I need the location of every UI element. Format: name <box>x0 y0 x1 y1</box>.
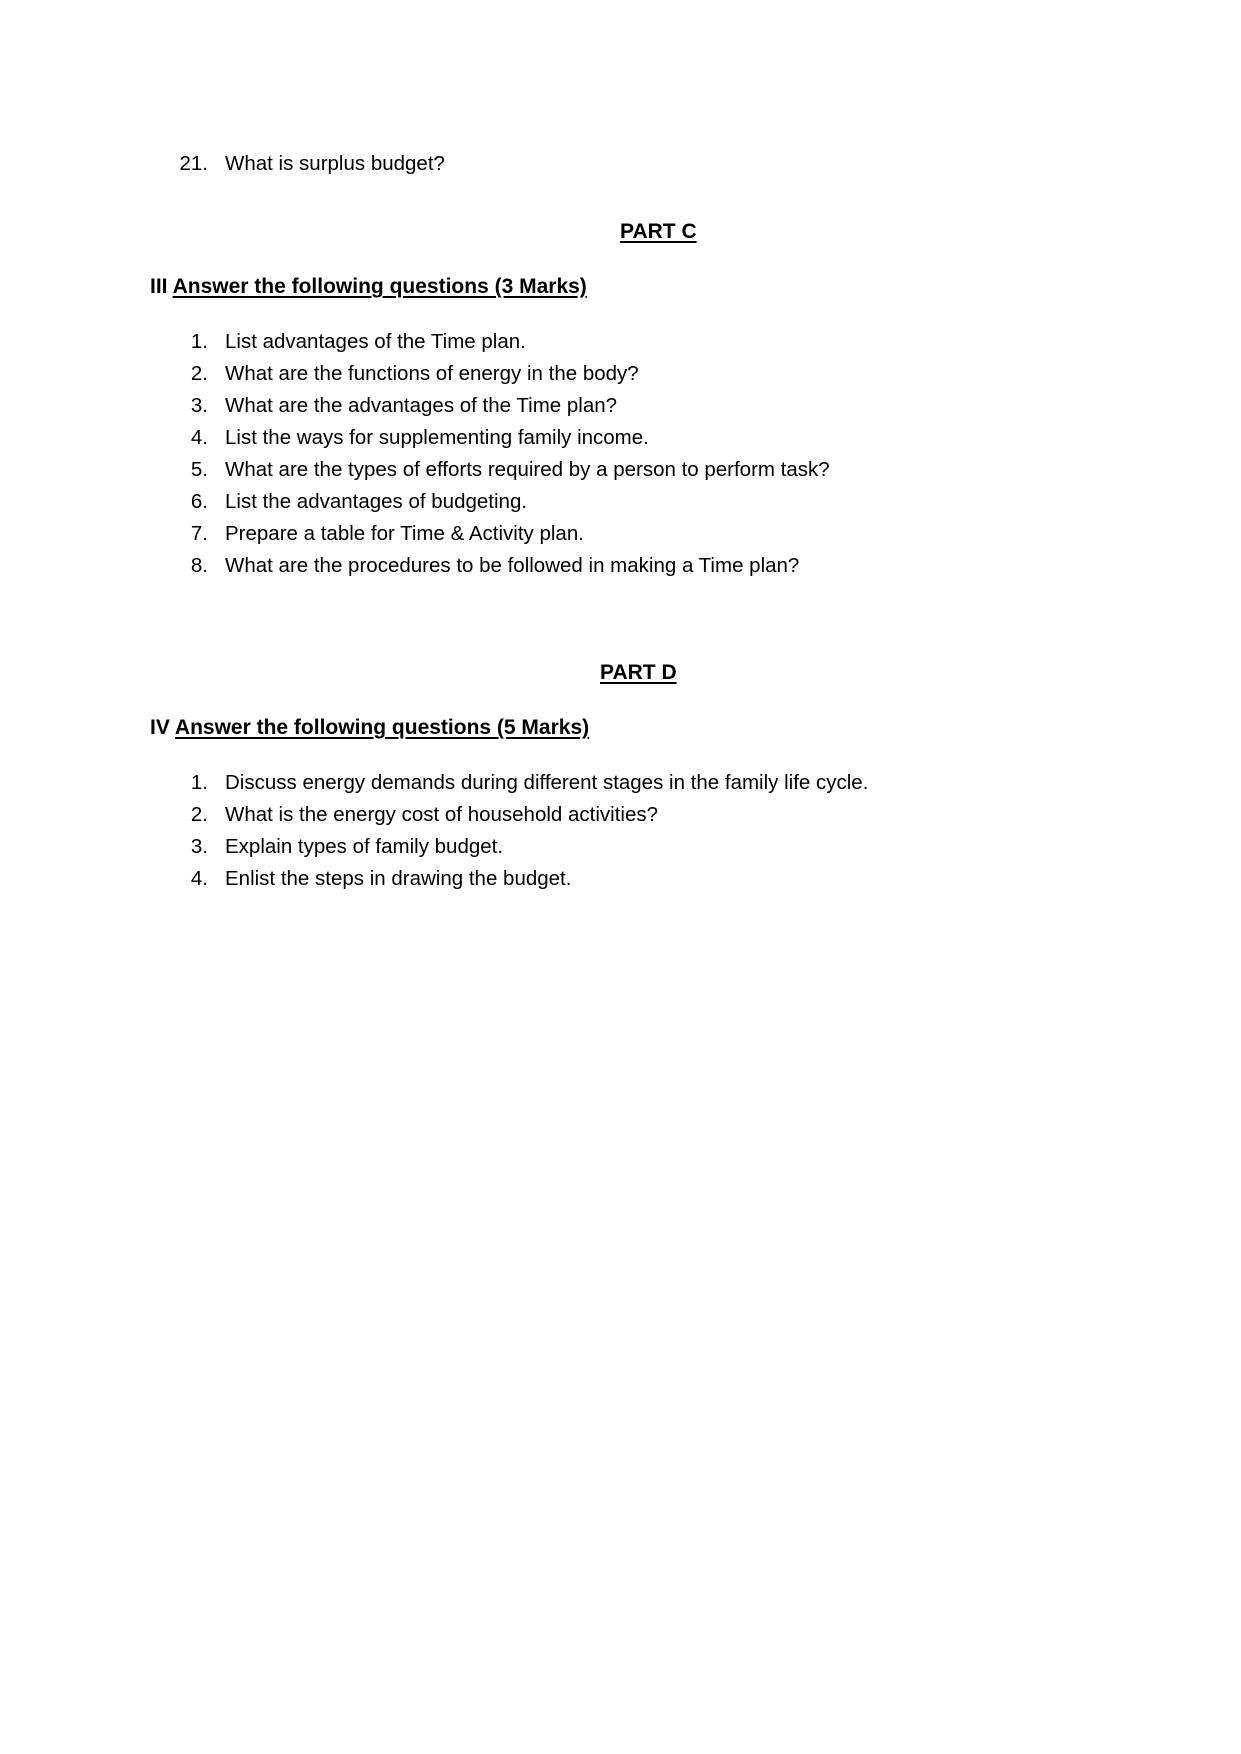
question-text: Discuss energy demands during different stages in the family life cycle. <box>225 771 869 794</box>
question-number: 21. <box>179 152 208 175</box>
question-text: List advantages of the Time plan. <box>225 330 526 353</box>
question-number: 7. <box>190 522 208 545</box>
question-text: Enlist the steps in drawing the budget. <box>225 867 572 890</box>
question-number: 1. <box>190 330 208 353</box>
question-number: 4. <box>190 426 208 449</box>
section-numeral: IV <box>150 716 170 739</box>
question-number: 2. <box>190 803 208 826</box>
question-text: What are the types of efforts required by a person to perform task? <box>225 458 830 481</box>
question-number: 3. <box>190 394 208 417</box>
section-title: Answer the following questions (3 Marks) <box>172 275 587 298</box>
question-text: What is surplus budget? <box>225 152 445 175</box>
question-number: 2. <box>190 362 208 385</box>
question-text: What are the functions of energy in the body? <box>225 362 639 385</box>
question-text: List the ways for supplementing family income. <box>225 426 649 449</box>
question-text: What are the procedures to be followed in making a Time plan? <box>225 554 800 577</box>
question-text: List the advantages of budgeting. <box>225 490 528 513</box>
section-numeral: III <box>150 275 168 298</box>
part-d-section-heading <box>150 715 589 741</box>
part-d-title: PART D <box>600 661 677 684</box>
question-text: Prepare a table for Time & Activity plan. <box>225 522 584 545</box>
question-number: 3. <box>190 835 208 858</box>
question-text: What is the energy cost of household activities? <box>225 803 659 826</box>
question-text: What are the advantages of the Time plan? <box>225 394 618 417</box>
section-title: Answer the following questions (5 Marks) <box>174 716 590 739</box>
part-c-title: PART C <box>620 220 697 243</box>
question-number: 5. <box>190 458 208 481</box>
question-number: 8. <box>190 554 208 577</box>
question-number: 6. <box>190 490 208 513</box>
question-text: Explain types of family budget. <box>225 835 504 858</box>
question-number: 1. <box>190 771 208 794</box>
part-c-section-heading <box>150 274 587 300</box>
question-number: 4. <box>190 867 208 890</box>
